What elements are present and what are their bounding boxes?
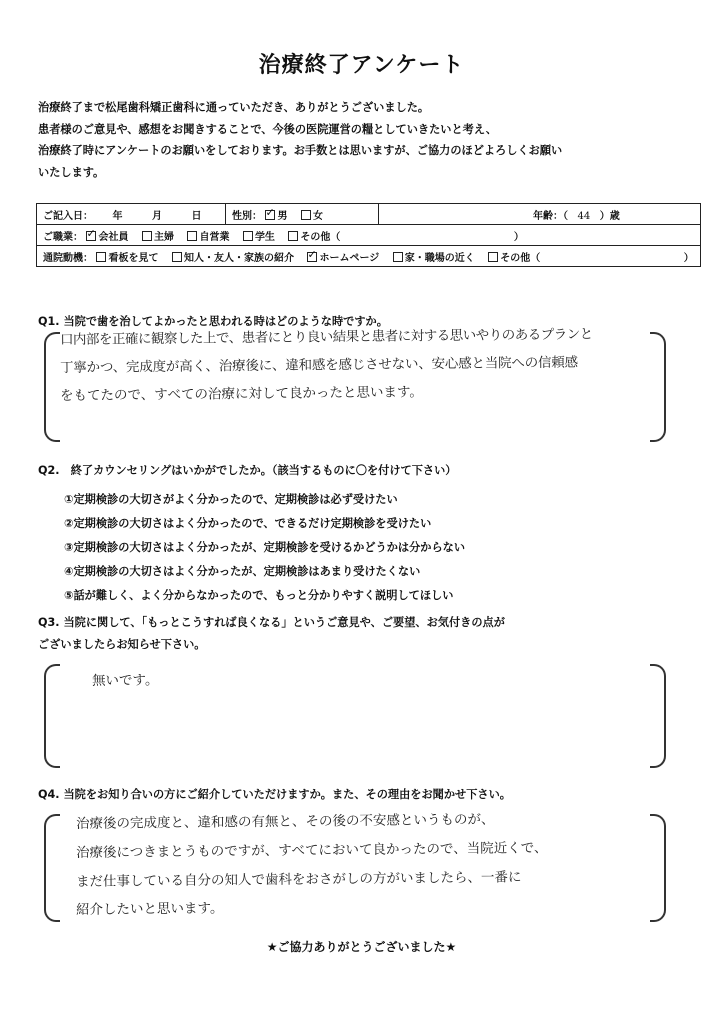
q3-answer: 無いです。 <box>91 672 159 689</box>
job-checkbox-company[interactable] <box>86 231 96 241</box>
motive-cell <box>37 246 701 267</box>
job-checkbox-housewife[interactable] <box>142 231 152 241</box>
age-unit: ）歳 <box>599 210 620 222</box>
q4-label: Q4. 当院をお知り合いの方にご紹介していただけますか。また、その理由をお聞かせ下さい。 <box>38 788 511 801</box>
job-option: その他（ <box>300 231 341 243</box>
job-checkbox-student[interactable] <box>243 231 253 241</box>
thanks-footer: ★ご協力ありがとうございました★ <box>266 940 457 954</box>
info-table <box>36 203 701 267</box>
page-title: 治療終了アンケート <box>258 53 465 78</box>
male-checkbox[interactable] <box>265 210 275 220</box>
intro-line: いたします。 <box>38 165 105 179</box>
q2-option[interactable]: ④定期検診の大切さはよく分かったが、定期検診はあまり受けたくない <box>64 565 421 578</box>
job-label: ご職業： <box>43 231 83 243</box>
q4-bracket-right <box>650 814 666 922</box>
motive-checkbox-homepage[interactable] <box>307 252 317 262</box>
job-option: 学生 <box>254 231 275 243</box>
q4-answer-line: まだ仕事している自分の知人で歯科をおさがしの方がいましたら、一番に <box>75 869 522 890</box>
job-checkbox-other[interactable] <box>288 231 298 241</box>
job-option: 会社員 <box>98 231 129 243</box>
age-cell <box>379 204 701 225</box>
date-cell <box>37 204 226 225</box>
q3-bracket-right <box>650 664 666 768</box>
q1-bracket-left <box>44 332 60 442</box>
gender-label: 性別： <box>232 210 262 222</box>
intro-line: 治療終了時にアンケートのお願いをしております。お手数とは思いますが、ご協力のほどよろしくお願い <box>38 144 563 157</box>
q2-option[interactable]: ⑤話が難しく、よく分からなかったので、もっと分かりやすく説明してほしい <box>64 589 454 602</box>
q2-label: Q2. 終了カウンセリングはいかがでしたか。（該当するものに〇を付けて下さい） <box>38 464 457 477</box>
intro-text <box>38 97 698 183</box>
q4-answer-line: 紹介したいと思います。 <box>75 900 224 918</box>
motive-checkbox-nearby[interactable] <box>393 252 403 262</box>
job-checkbox-self-employed[interactable] <box>187 231 197 241</box>
q1-answer-line: をもてたので、すべての治療に対して良かったと思います。 <box>59 384 423 404</box>
date-label: ご記入日： <box>43 210 93 222</box>
motive-checkbox-other[interactable] <box>488 252 498 262</box>
q4-answer-line: 治療後の完成度と、違和感の有無と、その後の不安感というものが、 <box>75 811 495 832</box>
age-value[interactable]: 44 <box>577 210 591 222</box>
q3-label-2: ございましたらお知らせ下さい。 <box>38 638 206 651</box>
q4-answer-line: 治療後につきまとうものですが、すべてにおいて良かったので、当院近くで、 <box>75 840 548 861</box>
motive-label: 通院動機： <box>43 252 93 264</box>
motive-checkbox-referral[interactable] <box>172 252 182 262</box>
job-close: ） <box>513 231 524 243</box>
intro-line: 治療終了まで松尾歯科矯正歯科に通っていただき、ありがとうございました。 <box>38 101 430 114</box>
month-label: 月 <box>151 210 162 222</box>
motive-option: ホームページ <box>319 252 380 264</box>
age-label: 年齢：（ <box>533 210 569 222</box>
job-option: 主婦 <box>153 231 174 243</box>
q2-option[interactable]: ①定期検診の大切さがよく分かったので、定期検診は必ず受けたい <box>64 493 398 506</box>
q1-label: Q1. 当院で歯を治してよかったと思われる時はどのような時ですか。 <box>38 315 388 328</box>
job-cell <box>37 225 701 246</box>
motive-option: 知人・友人・家族の紹介 <box>183 252 294 264</box>
motive-option: 家・職場の近く <box>404 252 475 264</box>
intro-line: 患者様のご意見や、感想をお聞きすることで、今後の医院運営の糧としていきたいと考え、 <box>38 122 497 136</box>
motive-option: その他（ <box>500 252 541 264</box>
q2-option[interactable]: ③定期検診の大切さはよく分かったが、定期検診を受けるかどうかは分からない <box>64 541 466 554</box>
q1-answer-line: 口内部を正確に観察した上で、患者にとり良い結果と患者に対する思いやりのあるプランと <box>59 326 593 348</box>
motive-checkbox-sign[interactable] <box>96 252 106 262</box>
female-label: 女 <box>312 210 323 222</box>
female-checkbox[interactable] <box>301 210 311 220</box>
motive-option: 看板を見て <box>108 252 159 264</box>
male-label: 男 <box>277 210 288 222</box>
q2-option[interactable]: ②定期検診の大切さはよく分かったので、できるだけ定期検診を受けたい <box>64 517 432 530</box>
gender-cell <box>226 204 379 225</box>
q3-bracket-left <box>44 664 60 768</box>
day-label: 日 <box>191 210 202 222</box>
q3-label: Q3. 当院に関して、「もっとこうすれば良くなる」というご意見や、ご要望、お気付きの点が <box>38 616 505 629</box>
q4-bracket-left <box>44 814 60 922</box>
year-label: 年 <box>112 210 123 222</box>
motive-close: ） <box>683 252 694 264</box>
q1-answer-line: 丁寧かつ、完成度が高く、治療後に、違和感を感じさせない、安心感と当院への信頼感 <box>59 354 578 376</box>
job-option: 自営業 <box>199 231 230 243</box>
q1-bracket-right <box>650 332 666 442</box>
